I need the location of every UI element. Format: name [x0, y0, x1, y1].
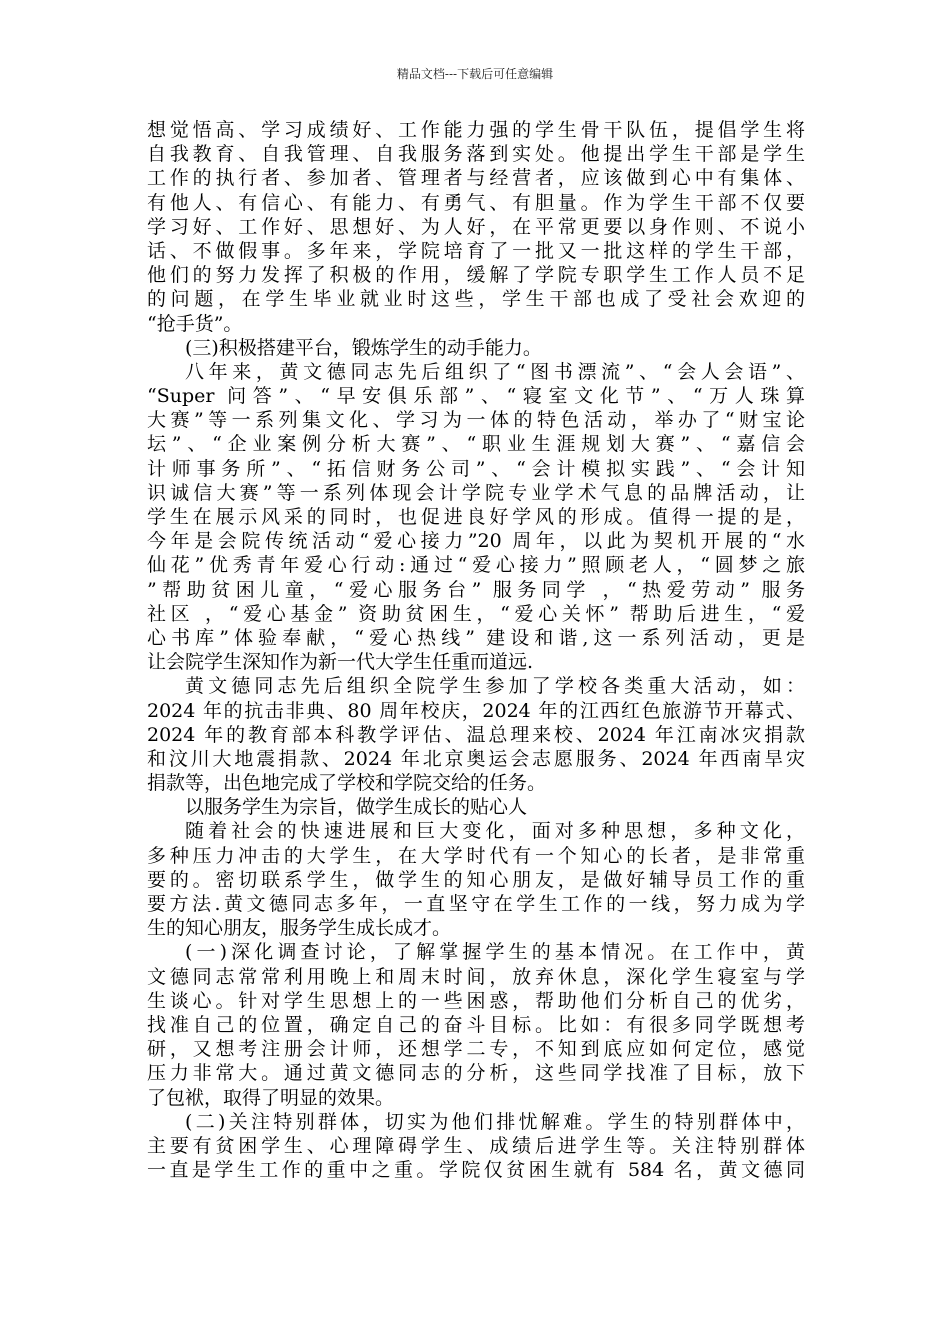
- text-line: 生谈心。针对学生思想上的一些困惑，帮助他们分析自己的优劣，: [147, 989, 805, 1012]
- text-line: 主要有贫困学生、心理障碍学生、成绩后进学生等。关注特别群体: [147, 1134, 805, 1157]
- text-line: (二)关注特别群体，切实为他们排忧解难。学生的特别群体中，: [185, 1110, 805, 1133]
- text-line: 2024 年的教育部本科教学评估、温总理来校、2024 年江南冰灾捐款: [147, 723, 805, 746]
- text-line: 想觉悟高、学习成绩好、工作能力强的学生骨干队伍，提倡学生将: [147, 119, 805, 141]
- text-line: 找准自己的位置，确定自己的奋斗目标。比如：有很多同学既想考: [147, 1013, 805, 1036]
- text-line: (一)深化调查讨论，了解掌握学生的基本情况。在工作中，黄: [185, 941, 805, 964]
- text-line: 学习好、工作好、思想好、为人好，在平常更要以身作则、不说小: [147, 215, 805, 238]
- text-line: 今年是会院传统活动“爱心接力”20 周年，以此为契机开展的“水: [147, 530, 805, 553]
- text-line: 一直是学生工作的重中之重。学院仅贫困生就有 584 名，黄文德同: [147, 1159, 805, 1182]
- document-body: [147, 118, 805, 1182]
- text-line: 心书库”体验奉献，“爱心热线” 建设和谐,这一系列活动，更是: [147, 626, 805, 649]
- text-line: (三)积极搭建平台，锻炼学生的动手能力。: [185, 336, 542, 359]
- text-line: 随着社会的快速进展和巨大变化，面对多种思想，多种文化，: [185, 820, 805, 843]
- text-line: 大赛”等一系列集文化、学习为一体的特色活动，举办了“财宝论: [147, 409, 805, 432]
- text-line: 有他人、有信心、有能力、有勇气、有胆量。作为学生干部不仅要: [147, 191, 805, 214]
- text-line: 要的。密切联系学生，做学生的知心朋友，是做好辅导员工作的重: [147, 868, 805, 891]
- text-line: 坛”、“企业案例分析大赛”、“职业生涯规划大赛”、“嘉信会: [147, 433, 805, 456]
- text-line: 计师事务所”、“拓信财务公司”、“会计模拟实践”、“会计知: [147, 457, 805, 480]
- text-line: 黄文德同志先后组织全院学生参加了学校各类重大活动，如：: [185, 675, 805, 698]
- text-line: 识诚信大赛”等一系列体现会计学院专业学术气息的品牌活动，让: [147, 481, 805, 504]
- text-line: 社区 ，“爱心基金” 资助贫困生，“爱心关怀” 帮助后进生，“爱: [147, 602, 805, 625]
- page-header: 精品文档---下载后可任意编辑: [396, 67, 554, 81]
- text-line: 自我教育、自我管理、自我服务落到实处。他提出学生干部是学生: [147, 143, 805, 166]
- text-line: 八年来，黄文德同志先后组织了“图书漂流”、“会人会语”、: [185, 360, 805, 383]
- text-line: 压力非常大。通过黄文德同志的分析，这些同学找准了目标，放下: [147, 1062, 805, 1085]
- text-line: 学生在展示风采的同时，也促进良好学风的形成。值得一提的是，: [147, 506, 805, 528]
- text-line: 生的知心朋友，服务学生成长成才。: [147, 917, 452, 940]
- text-line: 2024 年的抗击非典、80 周年校庆，2024 年的江西红色旅游节开幕式、: [147, 699, 805, 722]
- text-line: 他们的努力发挥了积极的作用，缓解了学院专职学生工作人员不足: [147, 264, 805, 287]
- text-line: 要方法.黄文德同志多年，一直坚守在学生工作的一线，努力成为学: [147, 893, 805, 915]
- text-line: 了包袱，取得了明显的效果。: [147, 1086, 395, 1109]
- text-line: “抢手货”。: [147, 312, 243, 335]
- text-line: 捐款等，出色地完成了学校和学院交给的任务。: [147, 772, 547, 795]
- text-line: “Super 问答”、“早安俱乐部”、“寝室文化节”、“万人珠算: [147, 385, 805, 408]
- text-line: 仙花”优秀青年爱心行动:通过“爱心接力”照顾老人，“圆梦之旅: [147, 554, 805, 577]
- text-line: 的问题，在学生毕业就业时这些，学生干部也成了受社会欢迎的: [147, 288, 805, 311]
- text-line: 让会院学生深知作为新一代大学生任重而道远.: [147, 651, 534, 674]
- text-line: 多种压力冲击的大学生，在大学时代有一个知心的长者，是非常重: [147, 844, 805, 867]
- text-line: 和汶川大地震捐款、2024 年北京奥运会志愿服务、2024 年西南旱灾: [147, 747, 805, 770]
- text-line: 话、不做假事。多年来，学院培育了一批又一批这样的学生干部，: [147, 239, 805, 262]
- text-line: ”帮助贫困儿童，“爱心服务台” 服务同学 ，“热爱劳动” 服务: [147, 578, 805, 601]
- text-line: 以服务学生为宗旨，做学生成长的贴心人: [185, 796, 528, 819]
- text-line: 文德同志常常利用晚上和周末时间，放弃休息，深化学生寝室与学: [147, 965, 805, 988]
- text-line: 研，又想考注册会计师，还想学二专，不知到底应如何定位，感觉: [147, 1038, 805, 1061]
- text-line: 工作的执行者、参加者、管理者与经营者，应该做到心中有集体、: [147, 167, 805, 190]
